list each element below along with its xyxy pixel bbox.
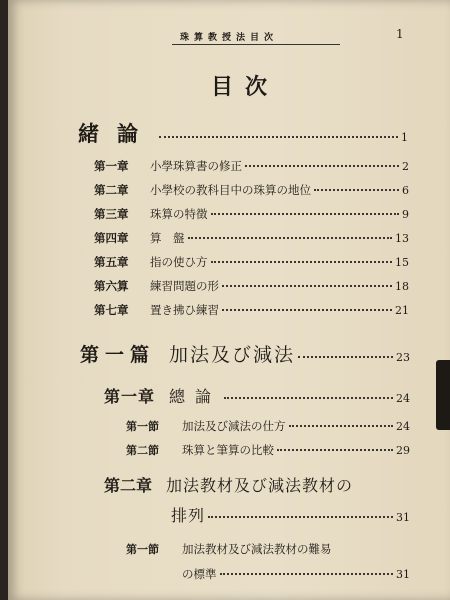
chapter-title-line2: 排列	[171, 506, 206, 525]
chapter-title: 小學珠算書の修正	[150, 159, 242, 173]
toc-entry-chapter	[94, 254, 409, 270]
leader-dots	[188, 237, 393, 239]
page-ref: 23	[396, 351, 410, 364]
toc-entry-section	[126, 442, 410, 458]
section-title-line2: の標準	[182, 567, 217, 581]
toc-entry-chapter	[94, 230, 409, 246]
leader-dots	[159, 136, 398, 138]
page-ref: 31	[396, 511, 410, 524]
chapter-title: 總論	[169, 387, 222, 406]
chapter-title: 算 盤	[150, 231, 185, 245]
toc-entry-section	[126, 541, 410, 557]
leader-dots	[245, 165, 399, 167]
chapter-label: 第六算	[94, 279, 129, 293]
section-title: 加法及び減法の仕方	[182, 419, 286, 433]
chapter-label: 第二章	[94, 183, 129, 197]
chapter-title: 練習問題の形	[150, 279, 219, 293]
toc-entry-section-cont	[182, 566, 410, 582]
page-ref: 29	[396, 444, 410, 457]
toc-entry-chapter	[94, 182, 409, 198]
section-label: 第二節	[126, 444, 159, 457]
section-label: 第一節	[126, 543, 159, 556]
chapter-title: 置き拂ひ練習	[150, 303, 219, 317]
toc-entry-intro	[78, 118, 408, 148]
page-ref: 31	[396, 568, 410, 581]
page-ref: 18	[395, 280, 409, 293]
chapter-title: 小學校の教科目中の珠算の地位	[150, 183, 311, 197]
toc-entry-chapter	[94, 302, 409, 318]
chapter-label: 第二章	[104, 476, 153, 495]
chapter-title: 珠算の特徴	[150, 207, 208, 221]
page-ref: 13	[395, 232, 409, 245]
leader-dots	[289, 425, 394, 427]
chapter-title: 指の使ひ方	[150, 255, 208, 269]
page-ref: 21	[395, 304, 409, 317]
toc-entry-chapter	[94, 278, 409, 294]
chapter-label: 第五章	[94, 255, 129, 269]
toc-entry-section	[126, 418, 410, 434]
page-ref: 24	[396, 392, 410, 405]
chapter-label: 第七章	[94, 303, 129, 317]
leader-dots	[298, 356, 393, 358]
part-label: 第一篇	[80, 344, 156, 366]
page-ref: 15	[395, 256, 409, 269]
leader-dots	[211, 261, 393, 263]
toc-entry-chapter	[94, 206, 409, 222]
page-ref: 2	[402, 160, 409, 173]
binding-clip	[436, 360, 450, 430]
section-label: 第一節	[126, 420, 159, 433]
toc-entry-chapter	[94, 158, 409, 174]
leader-dots	[314, 189, 399, 191]
section-title: 珠算と筆算の比較	[182, 443, 274, 457]
page-ref: 1	[401, 131, 408, 144]
toc-entry-chapter-heading	[104, 384, 410, 407]
chapter-label: 第四章	[94, 231, 129, 245]
leader-dots	[277, 449, 393, 451]
intro-label: 緒論	[78, 121, 156, 146]
leader-dots	[220, 573, 394, 575]
leader-dots	[208, 516, 393, 518]
leader-dots	[224, 397, 393, 399]
chapter-label: 第三章	[94, 207, 129, 221]
leader-dots	[222, 309, 392, 311]
leader-dots	[211, 213, 400, 215]
book-page	[8, 0, 450, 600]
toc-entry-part	[80, 340, 410, 367]
chapter-label: 第一章	[94, 159, 129, 173]
leader-dots	[222, 285, 392, 287]
chapter-title-line1: 加法教材及び減法教材の	[166, 476, 354, 495]
page-ref: 6	[402, 184, 409, 197]
part-title: 加法及び減法	[169, 344, 296, 366]
toc-entry-chapter-heading-cont	[171, 503, 410, 526]
section-title-line1: 加法教材及び減法教材の難易	[182, 542, 332, 556]
header-rule	[172, 44, 340, 45]
page-ref: 24	[396, 420, 410, 433]
page-number: 1	[396, 27, 404, 41]
page-title: 目次	[211, 74, 280, 100]
running-head: 珠算教授法目次	[180, 33, 279, 43]
toc-entry-chapter-heading	[104, 473, 410, 496]
page-ref: 9	[402, 208, 409, 221]
chapter-label: 第一章	[104, 387, 156, 406]
